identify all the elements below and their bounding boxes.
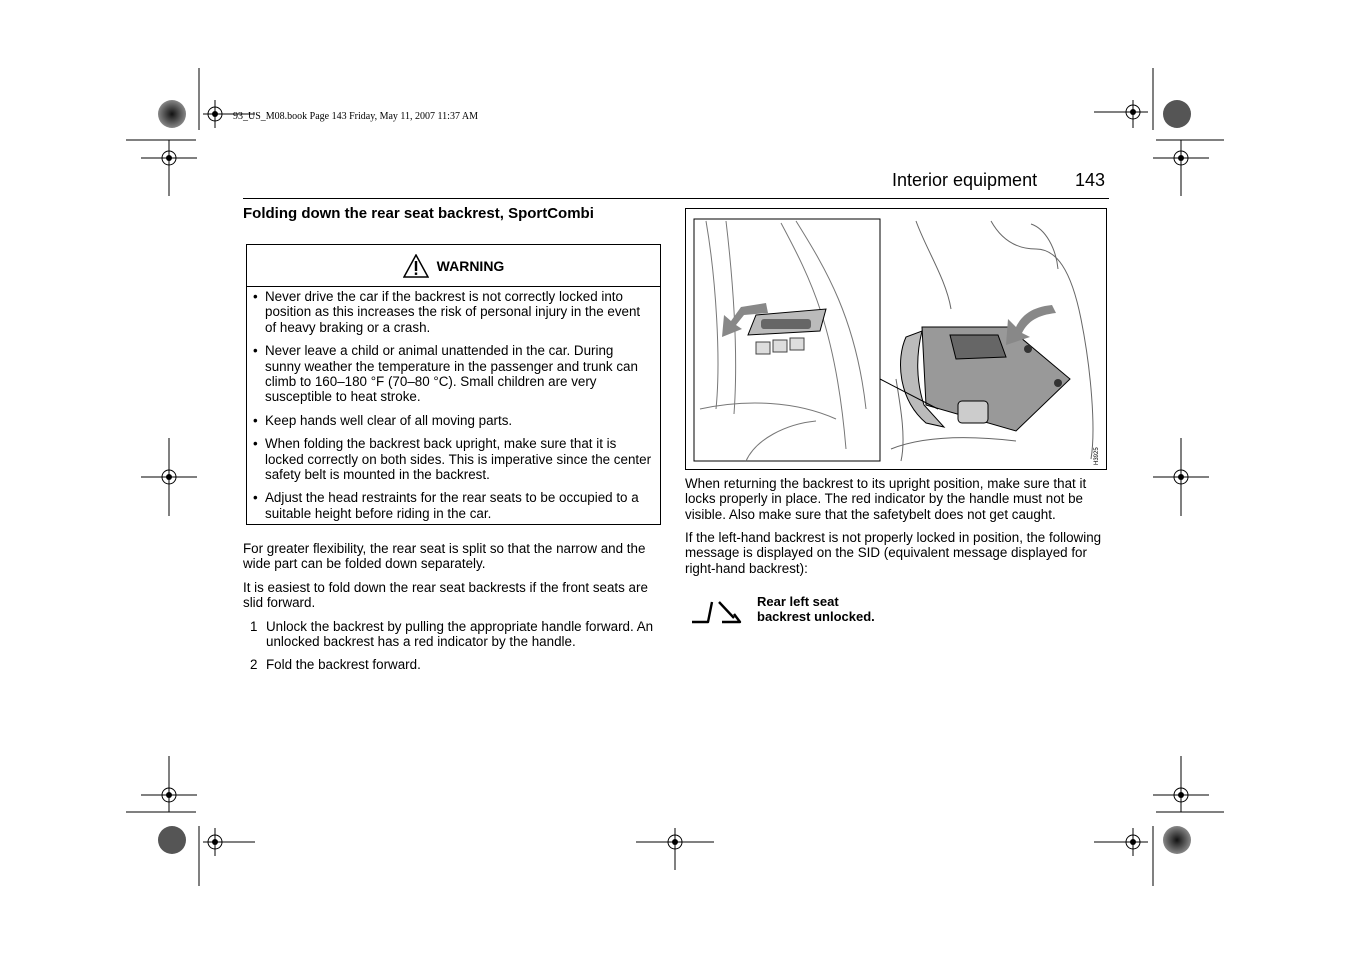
page-number: 143 bbox=[1075, 170, 1106, 190]
figure-code: H3925 bbox=[1094, 447, 1100, 465]
seat-backrest-icon bbox=[690, 598, 742, 624]
page-title: Folding down the rear seat backrest, SportCombi bbox=[243, 205, 594, 222]
warning-box bbox=[246, 244, 661, 525]
warning-triangle-icon bbox=[403, 254, 429, 278]
warning-item: • Adjust the head restraints for the rear seats to be occupied to a suitable height before riding in the car. bbox=[253, 490, 639, 521]
step-number: 1 bbox=[250, 619, 258, 634]
warning-item: • When folding the backrest back upright, make sure that it is locked correctly on both sides. This is imperative since the center safety belt is mounted in the backrest. bbox=[253, 436, 652, 483]
print-info: 93_US_M08.book Page 143 Friday, May 11, 2007 11:37 AM bbox=[233, 111, 478, 122]
warning-item: • Keep hands well clear of all moving parts. bbox=[253, 412, 513, 428]
rear-seat-illustration bbox=[685, 208, 1107, 470]
header-rule bbox=[243, 198, 1109, 199]
warning-item: • Never drive the car if the backrest is not correctly locked into position as this increases the risk of personal injury in the event of heavy braking or a crash. bbox=[253, 289, 641, 335]
step-item bbox=[243, 657, 665, 672]
warning-title: WARNING bbox=[436, 257, 505, 274]
rear-seat-drawing bbox=[686, 209, 1106, 469]
step-text: Fold the backrest forward. bbox=[266, 657, 421, 672]
sid-message-line1: Rear left seat bbox=[757, 594, 839, 609]
step-text: Unlock the backrest by pulling the appropriate handle forward. An unlocked backrest has a red indicator by the handle. bbox=[266, 619, 654, 650]
body-paragraph: For greater flexibility, the rear seat is split so that the narrow and the wide part can be folded down separately. bbox=[243, 541, 646, 572]
step-number: 2 bbox=[250, 657, 258, 672]
body-paragraph: When returning the backrest to its upright position, make sure that it locks properly in place. The red indicator by the handle must not be visible. Also make sure that the safetybelt does not get caught. bbox=[685, 476, 1087, 522]
section-title: Interior equipment bbox=[892, 170, 1038, 190]
body-paragraph: If the left-hand backrest is not properly locked in position, the following message is displayed on the SID (equivalent message displayed for right-hand backrest): bbox=[685, 530, 1102, 576]
warning-header bbox=[247, 245, 660, 287]
sid-message bbox=[757, 594, 875, 625]
warning-list bbox=[247, 289, 660, 529]
body-paragraph: It is easiest to fold down the rear seat backrests if the front seats are slid forward. bbox=[243, 580, 648, 611]
step-item bbox=[243, 619, 665, 650]
sid-message-line2: backrest unlocked. bbox=[757, 609, 875, 625]
warning-item: • Never leave a child or animal unattended in the car. During sunny weather the temperature in the passenger and trunk can climb to 160–180 °F (70–80 °C). Small children are very susceptible to heat stroke. bbox=[253, 343, 638, 405]
